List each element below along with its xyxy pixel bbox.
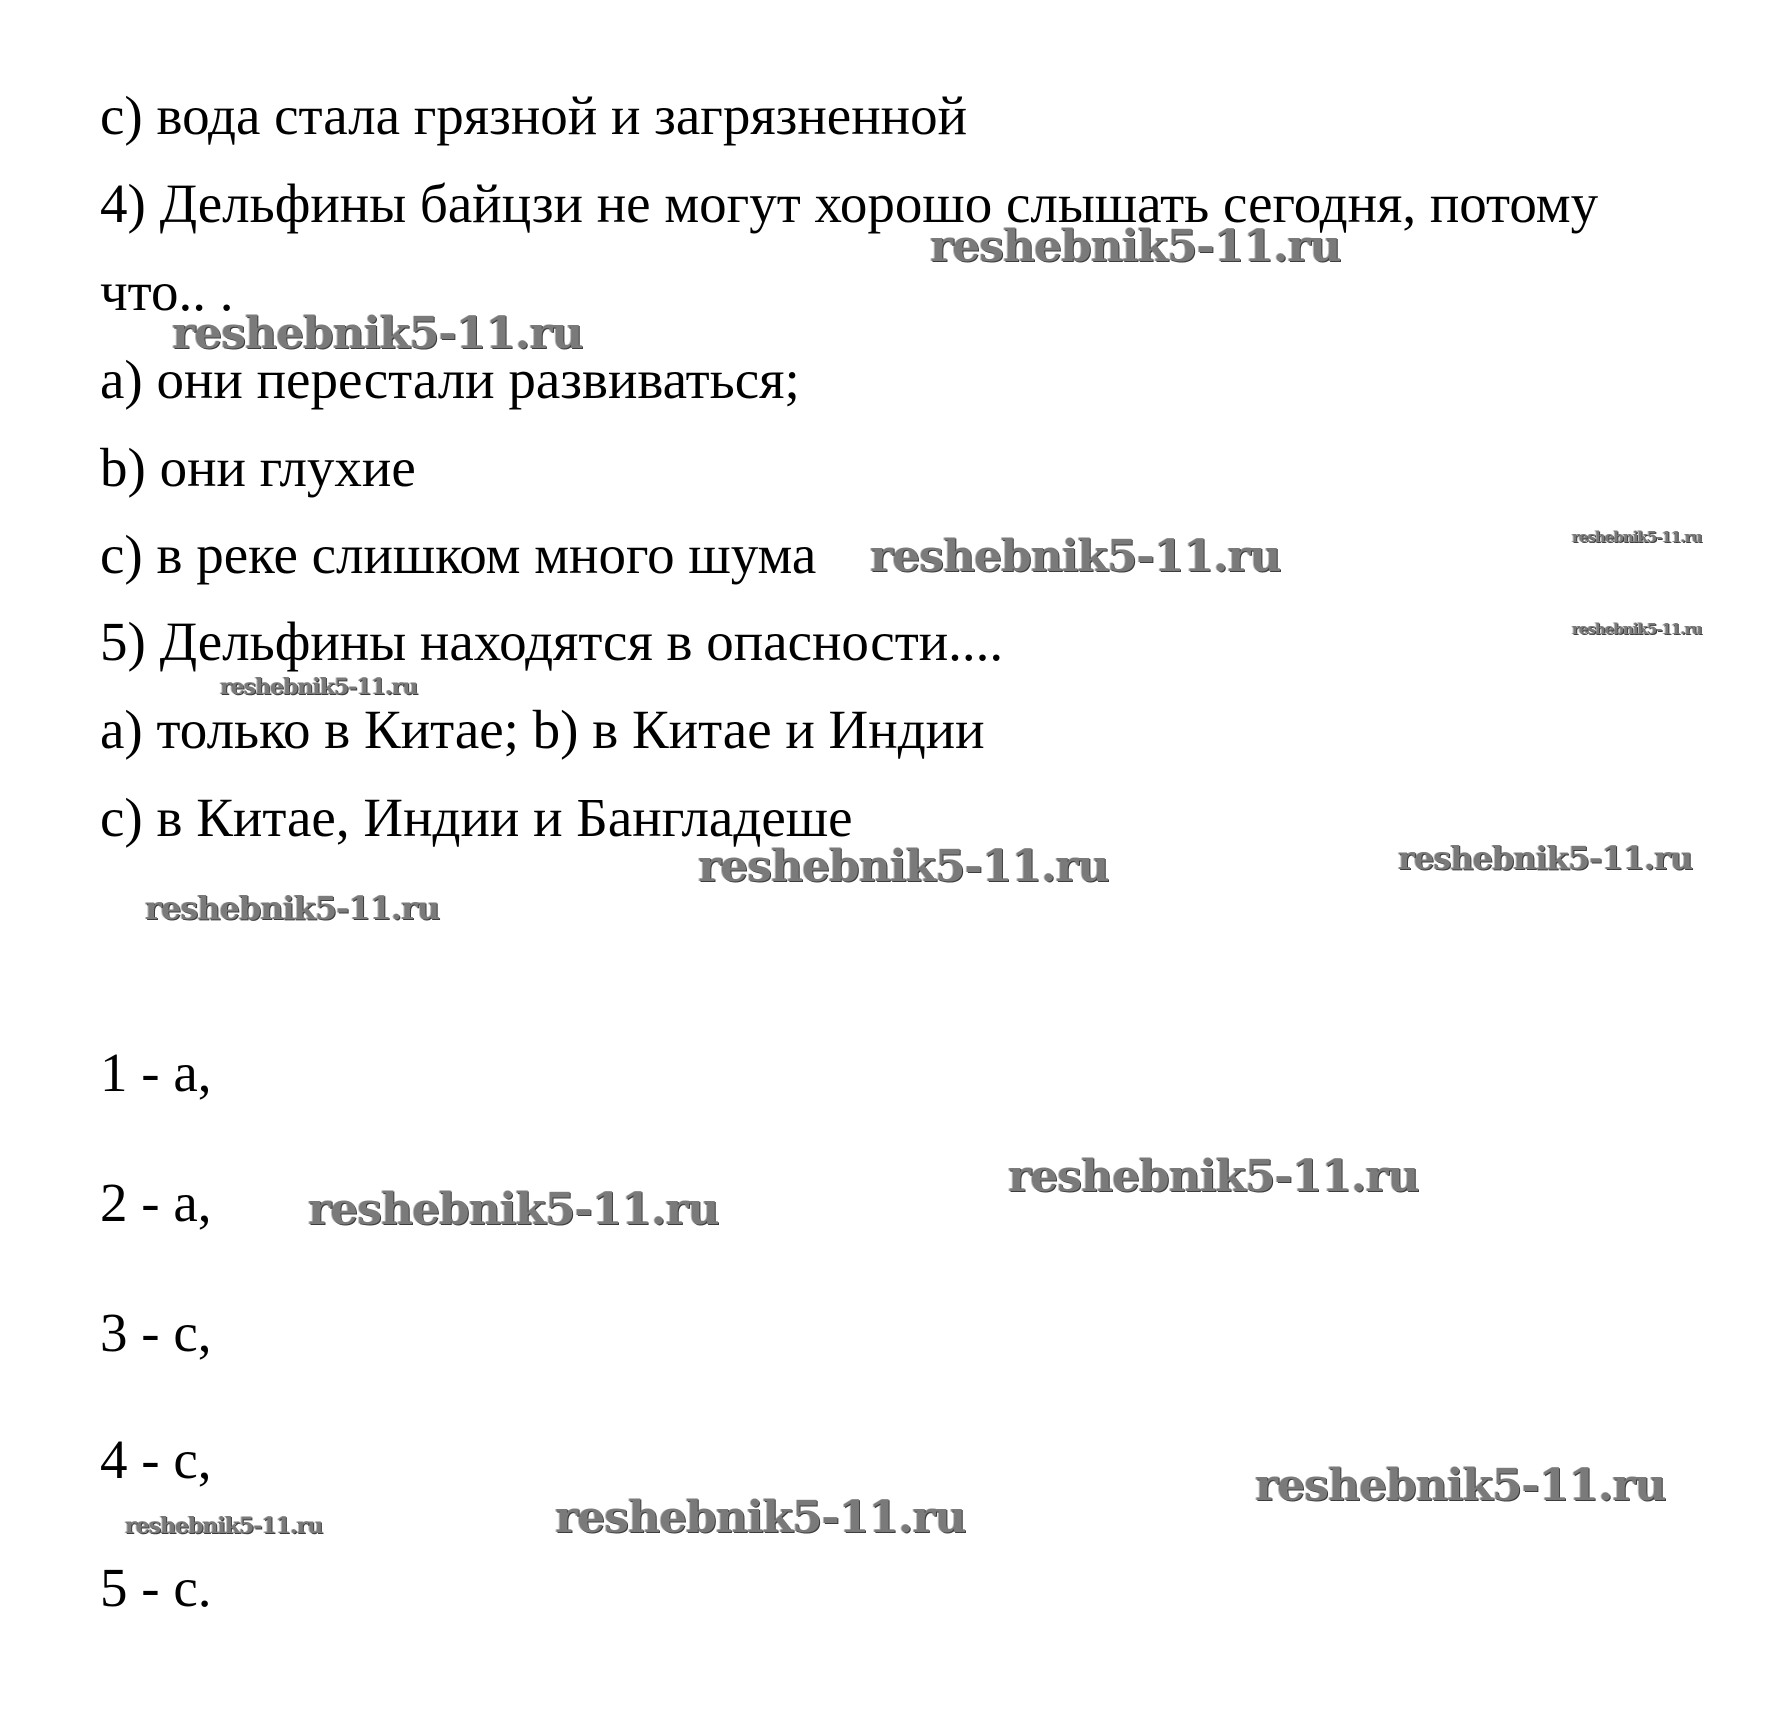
q5-options-ab: а) только в Китае; b) в Китае и Индии xyxy=(100,699,985,760)
watermark: reshebnik5-11.ru xyxy=(220,674,418,700)
watermark: reshebnik5-11.ru xyxy=(1008,1151,1419,1202)
watermark: reshebnik5-11.ru xyxy=(555,1492,966,1543)
q4-text-line1: 4) Дельфины байцзи не могут хорошо слышать сегодня, потому xyxy=(100,173,1599,234)
watermark: reshebnik5-11.ru xyxy=(308,1184,719,1235)
answer-5: 5 - с. xyxy=(100,1557,212,1618)
q4-option-b: b) они глухие xyxy=(100,437,416,498)
answer-2: 2 - а, xyxy=(100,1172,212,1233)
watermark: reshebnik5-11.ru xyxy=(125,1513,323,1539)
watermark: reshebnik5-11.ru xyxy=(172,308,583,359)
watermark: reshebnik5-11.ru xyxy=(1572,528,1702,546)
watermark: reshebnik5-11.ru xyxy=(930,221,1341,272)
q3-option-c: с) вода стала грязной и загрязненной xyxy=(100,85,968,146)
watermark: reshebnik5-11.ru xyxy=(145,889,440,927)
q5-option-c: с) в Китае, Индии и Бангладеше xyxy=(100,787,853,848)
answer-4: 4 - с, xyxy=(100,1429,212,1490)
watermark: reshebnik5-11.ru xyxy=(1398,839,1693,877)
q4-option-a: а) они перестали развиваться; xyxy=(100,349,800,410)
answer-1: 1 - а, xyxy=(100,1042,212,1103)
q4-text-line2: что.. . xyxy=(100,261,234,322)
q4-option-c: с) в реке слишком много шума xyxy=(100,524,817,585)
q5-text: 5) Дельфины находятся в опасности.... xyxy=(100,611,1004,672)
watermark: reshebnik5-11.ru xyxy=(698,841,1109,892)
watermark: reshebnik5-11.ru xyxy=(870,531,1281,582)
watermark: reshebnik5-11.ru xyxy=(1255,1460,1666,1511)
answer-3: 3 - с, xyxy=(100,1302,212,1363)
watermark: reshebnik5-11.ru xyxy=(1572,620,1702,638)
